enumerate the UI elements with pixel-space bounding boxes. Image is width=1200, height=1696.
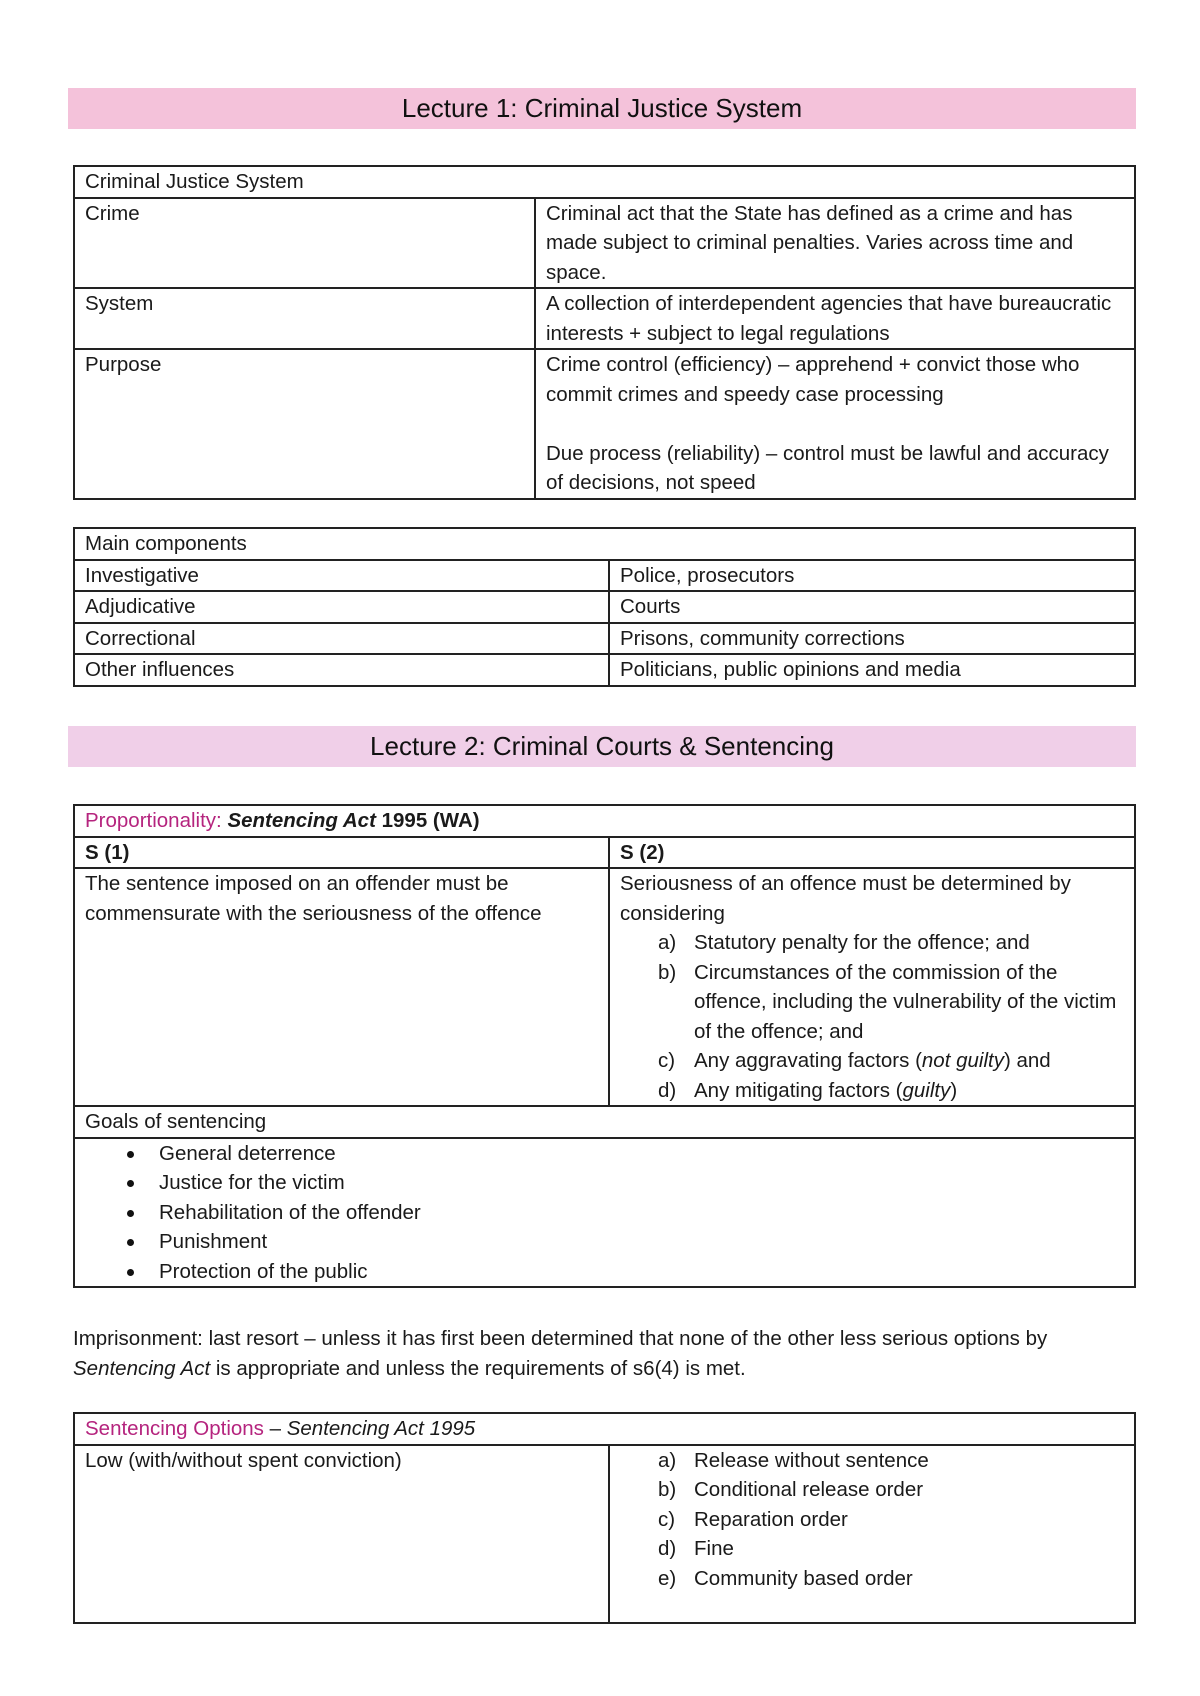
- options-header: [74, 1413, 1135, 1445]
- options-cell: [609, 1445, 1135, 1624]
- note-text-end: is appropriate and unless the requirements of s6(4) is met.: [210, 1356, 746, 1380]
- components-table: [73, 527, 1136, 687]
- list-item: [658, 1076, 1124, 1106]
- options-dash: –: [263, 1417, 287, 1440]
- list-item: [658, 1534, 1124, 1564]
- sentencing-options-table: [73, 1412, 1136, 1624]
- list-item: [658, 1505, 1124, 1535]
- list-item: [123, 1139, 1124, 1169]
- section-content-row: [74, 868, 1135, 1106]
- component-cell: Correctional: [74, 623, 609, 655]
- act-name: Sentencing Act: [227, 809, 376, 832]
- goal-text: General deterrence: [159, 1141, 336, 1165]
- list-item: [658, 1446, 1124, 1476]
- list-marker: a): [658, 931, 677, 954]
- lecture-2-title: Lecture 2: Criminal Courts & Sentencing: [68, 726, 1136, 767]
- list-text-after: ): [950, 1078, 958, 1102]
- list-item: [123, 1227, 1124, 1257]
- goal-text: Justice for the victim: [159, 1171, 345, 1194]
- s1-label: S (1): [74, 837, 609, 869]
- goal-text: Rehabilitation of the offender: [159, 1200, 421, 1224]
- bullet-icon: [127, 1239, 134, 1246]
- act-year: 1995 (WA): [381, 809, 480, 832]
- cjs-table: [73, 165, 1136, 500]
- list-marker: d): [658, 1537, 677, 1560]
- list-marker: b): [658, 960, 677, 984]
- bullet-icon: [127, 1180, 134, 1187]
- crime-control-text: Crime control (efficiency) – apprehend + convict those who commit crimes and speedy case processing: [546, 353, 1080, 406]
- list-text: Release without sentence: [694, 1448, 929, 1472]
- table-row: [74, 591, 1135, 623]
- cjs-table-header: Criminal Justice System: [74, 166, 1135, 198]
- lecture-1-title: Lecture 1: Criminal Justice System: [68, 88, 1136, 129]
- imprisonment-note: [73, 1324, 1133, 1383]
- spacer: [546, 409, 1124, 439]
- list-item: [658, 1046, 1124, 1076]
- component-cell: Investigative: [74, 560, 609, 592]
- goal-text: Protection of the public: [159, 1259, 368, 1283]
- list-item: [658, 1475, 1124, 1505]
- bullet-icon: [127, 1269, 134, 1276]
- components-table-header: Main components: [74, 528, 1135, 560]
- list-item: [658, 958, 1124, 1047]
- examples-cell: Courts: [609, 591, 1135, 623]
- table-row: [74, 198, 1135, 289]
- goals-header: Goals of sentencing: [74, 1106, 1135, 1138]
- list-item: [123, 1257, 1124, 1287]
- list-marker: a): [658, 1448, 677, 1472]
- due-process-text: Due process (reliability) – control must be lawful and accuracy of decisions, not speed: [546, 441, 1109, 494]
- list-text-italic: not guilty: [921, 1049, 1004, 1072]
- list-item: [658, 1564, 1124, 1594]
- table-row: [74, 349, 1135, 499]
- goals-cell: [74, 1138, 1135, 1288]
- note-text: Imprisonment: last resort – unless it has first been determined that none of the other less serious options by: [73, 1327, 1048, 1350]
- list-text: Any aggravating factors (: [694, 1049, 922, 1072]
- list-marker: b): [658, 1478, 677, 1501]
- proportionality-header: [74, 805, 1135, 837]
- options-label: Sentencing Options: [85, 1417, 264, 1440]
- list-text: Any mitigating factors (: [694, 1078, 903, 1102]
- list-text: Conditional release order: [694, 1478, 924, 1501]
- goals-row: [74, 1138, 1135, 1288]
- list-item: [658, 928, 1124, 958]
- list-marker: d): [658, 1078, 677, 1102]
- proportionality-table: [73, 804, 1136, 1288]
- list-text: Statutory penalty for the offence; and: [694, 931, 1030, 954]
- component-cell: Adjudicative: [74, 591, 609, 623]
- s2-content: [609, 868, 1135, 1106]
- table-header-row: [74, 1413, 1135, 1445]
- list-item: [123, 1168, 1124, 1198]
- list-item: [123, 1198, 1124, 1228]
- level-cell: Low (with/without spent conviction): [74, 1445, 609, 1624]
- component-cell: Other influences: [74, 654, 609, 686]
- options-act: Sentencing Act 1995: [286, 1417, 476, 1440]
- goal-text: Punishment: [159, 1230, 268, 1253]
- definition-cell: [535, 349, 1135, 499]
- note-act: Sentencing Act: [73, 1356, 211, 1380]
- examples-cell: Politicians, public opinions and media: [609, 654, 1135, 686]
- list-text-italic: guilty: [902, 1078, 951, 1102]
- section-label-row: [74, 837, 1135, 869]
- examples-cell: Prisons, community corrections: [609, 623, 1135, 655]
- list-text: Reparation order: [694, 1507, 848, 1531]
- table-header-row: [74, 805, 1135, 837]
- list-text: Community based order: [694, 1566, 913, 1590]
- table-row: [74, 623, 1135, 655]
- list-marker: c): [658, 1049, 676, 1072]
- s1-text: The sentence imposed on an offender must be commensurate with the seriousness of the offence: [74, 868, 609, 1106]
- proportionality-label: Proportionality:: [85, 809, 222, 832]
- table-header-row: [74, 166, 1135, 198]
- definition-cell: Criminal act that the State has defined as a crime and has made subject to criminal penalties. Varies across time and space.: [535, 198, 1135, 289]
- term-cell: Crime: [74, 198, 535, 289]
- bullet-icon: [127, 1151, 134, 1158]
- s2-label: S (2): [609, 837, 1135, 869]
- s2-intro: Seriousness of an offence must be determined by considering: [620, 872, 1071, 925]
- s2-list: [620, 928, 1124, 1105]
- goals-list: [85, 1139, 1124, 1287]
- table-header-row: [74, 528, 1135, 560]
- list-text: Circumstances of the commission of the offence, including the vulnerability of the victim of the offence; and: [694, 960, 1117, 1043]
- list-marker: c): [658, 1507, 676, 1531]
- table-row: [74, 654, 1135, 686]
- list-text-after: ) and: [1003, 1049, 1051, 1072]
- table-row: [74, 560, 1135, 592]
- table-row: [74, 1445, 1135, 1624]
- list-marker: e): [658, 1566, 677, 1590]
- bullet-icon: [127, 1210, 134, 1217]
- term-cell: System: [74, 288, 535, 349]
- term-cell: Purpose: [74, 349, 535, 499]
- definition-cell: A collection of interdependent agencies that have bureaucratic interests + subject to legal regulations: [535, 288, 1135, 349]
- list-text: Fine: [694, 1537, 734, 1560]
- table-row: [74, 288, 1135, 349]
- options-list: [620, 1446, 1124, 1594]
- goals-header-row: [74, 1106, 1135, 1138]
- examples-cell: Police, prosecutors: [609, 560, 1135, 592]
